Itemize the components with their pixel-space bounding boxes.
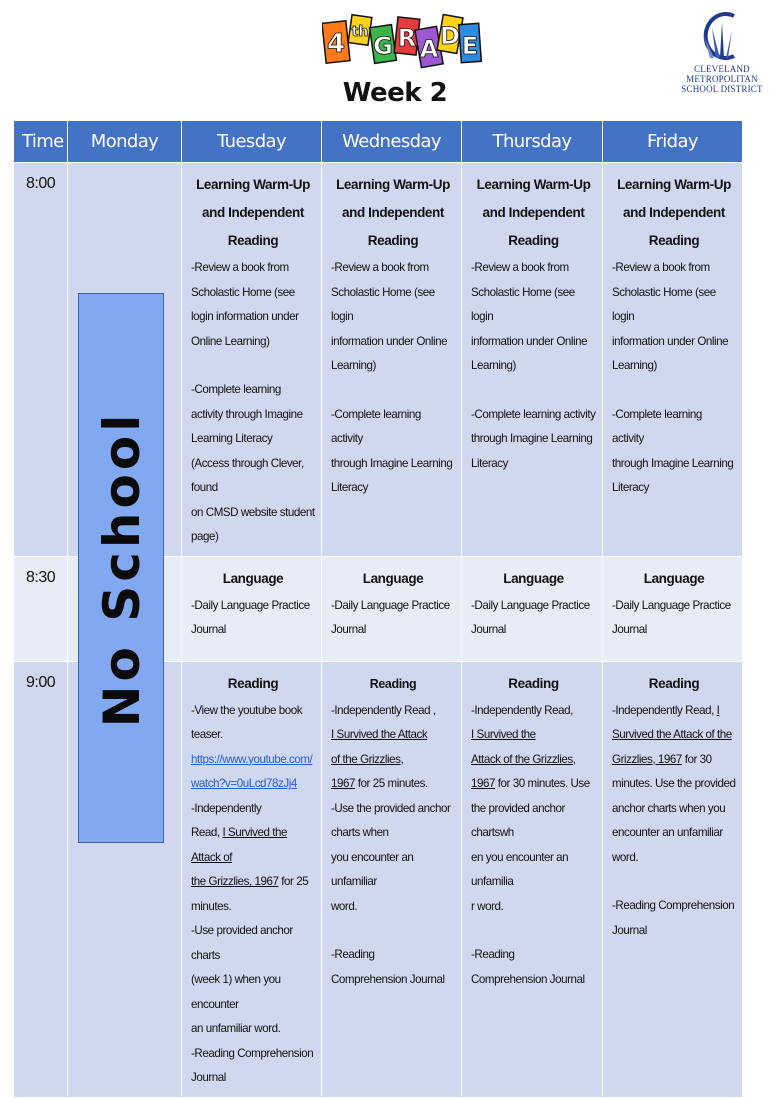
cell-text: -Complete learning activity through Imagine Learning Literacy	[612, 407, 734, 494]
cell-text: -Review a book from Scholastic Home (see login information under Online Learning)	[471, 261, 588, 372]
svg-text:A: A	[419, 35, 439, 63]
cell-title: Reading	[648, 675, 700, 691]
cell-text: -Independently Read,	[612, 703, 717, 717]
page-header	[0, 0, 770, 120]
svg-text:4: 4	[326, 29, 346, 59]
week-title: Week 2	[342, 78, 448, 108]
book-title: I Survived the Attack of the Grizzlies, 1967	[331, 728, 428, 790]
district-name-line2: METROPOLITAN	[686, 74, 758, 84]
time-cell: 8:00	[14, 163, 68, 557]
cell-title: Reading	[508, 675, 559, 691]
schedule-cell-thursday	[462, 556, 603, 661]
table-header-row	[14, 121, 743, 163]
grade-logo-graphic	[322, 12, 482, 78]
cell-text: -Complete learning activity through Imagine Learning Literacy (Access through Clever, found on CMSD website student page)	[191, 383, 315, 543]
cell-text: for 25 minutes. -Use provided anchor charts (week 1) when you encounter an unfamiliar word. -Reading Comprehension Journal	[191, 875, 314, 1084]
cell-text: for 25 minutes. -Use the provided anchor charts when you encounter an unfamiliar word.	[331, 777, 451, 913]
svg-text:G: G	[373, 32, 393, 60]
cell-title: Language	[222, 570, 284, 586]
schedule-cell-thursday	[462, 163, 603, 557]
cell-text: -Independently Read ,	[331, 703, 436, 717]
column-header-time: Time	[14, 121, 68, 163]
cell-title: Reading	[227, 675, 279, 691]
schedule-cell-friday	[603, 163, 743, 557]
youtube-link[interactable]: https://www.youtube.com/ watch?v=0uLcd78zJj4	[191, 752, 313, 790]
no-school-label: No School	[93, 410, 151, 728]
cell-text: -Independently Read,	[471, 703, 573, 717]
column-header-monday: Monday	[68, 121, 182, 163]
cell-text: -Review a book from Scholastic Home (see login information under Online Learning)	[331, 261, 448, 372]
schedule-cell-tuesday	[182, 661, 322, 1097]
svg-text:th: th	[351, 24, 369, 40]
cell-text: -Review a book from Scholastic Home (see login information under Online Learning)	[191, 261, 299, 348]
schedule-cell-wednesday	[322, 163, 462, 557]
schedule-cell-wednesday	[322, 661, 462, 1097]
cell-title: Learning Warm-Up and Independent Reading	[336, 177, 450, 248]
cell-text: for 30 minutes. Use the provided anchor charts when you encounter an unfamiliar word.	[612, 752, 736, 864]
cell-text: -Independently Read,	[191, 801, 262, 839]
cell-text: -Daily Language Practice Journal	[331, 598, 450, 636]
svg-text:R: R	[397, 24, 417, 52]
district-name-line1: CLEVELAND	[694, 64, 750, 74]
cell-text: -Daily Language Practice Journal	[471, 598, 590, 636]
time-cell: 8:30	[14, 556, 68, 661]
column-header-thursday: Thursday	[462, 121, 603, 163]
column-header-friday: Friday	[603, 121, 743, 163]
cell-text: -Review a book from Scholastic Home (see login information under Online Learning)	[612, 261, 729, 372]
book-title: I Survived the Attack of the Grizzlies, 1967	[612, 703, 732, 766]
cell-title: Learning Warm-Up and Independent Reading	[196, 177, 310, 248]
cell-title: Learning Warm-Up and Independent Reading	[617, 177, 731, 248]
district-emblem-icon	[700, 8, 744, 64]
schedule-cell-tuesday	[182, 163, 322, 557]
cell-text: -View the youtube book teaser.	[191, 703, 303, 741]
cell-text: -Complete learning activity through Imagine Learning Literacy	[331, 407, 453, 494]
svg-text:E: E	[461, 32, 479, 60]
time-cell: 9:00	[14, 661, 68, 1097]
cell-text: -Daily Language Practice Journal	[612, 598, 731, 636]
cell-text: -Reading Comprehension Journal	[331, 948, 445, 986]
cell-title: Language	[362, 570, 424, 586]
grade-logo	[322, 12, 482, 78]
cell-text: -Reading Comprehension Journal	[471, 948, 585, 986]
column-header-tuesday: Tuesday	[182, 121, 322, 163]
schedule-cell-tuesday	[182, 556, 322, 661]
schedule-cell-friday	[603, 661, 743, 1097]
district-logo	[676, 8, 768, 108]
cell-text: for 30 minutes. Use the provided anchor chartswh en you encounter an unfamilia r word.	[471, 777, 590, 913]
cell-title: Language	[643, 570, 705, 586]
cell-title: Language	[503, 570, 564, 586]
book-title: I Survived the Attack of the Grizzlies, 1967	[191, 826, 288, 888]
no-school-banner	[78, 293, 164, 843]
cell-text: -Daily Language Practice Journal	[191, 598, 310, 636]
cell-text: -Reading Comprehension Journal	[612, 899, 735, 937]
district-name-line3: SCHOOL DISTRICT	[681, 84, 763, 94]
column-header-wednesday: Wednesday	[322, 121, 462, 163]
schedule-cell-thursday	[462, 661, 603, 1097]
book-title: I Survived the Attack of the Grizzlies, 1967	[471, 728, 576, 790]
cell-text: -Complete learning activity through Imagine Learning Literacy	[471, 407, 596, 470]
schedule-cell-friday	[603, 556, 743, 661]
cell-title: Learning Warm-Up and Independent Reading	[476, 177, 591, 248]
schedule-cell-wednesday	[322, 556, 462, 661]
svg-text:D: D	[440, 22, 460, 50]
cell-title: Reading	[369, 676, 417, 691]
